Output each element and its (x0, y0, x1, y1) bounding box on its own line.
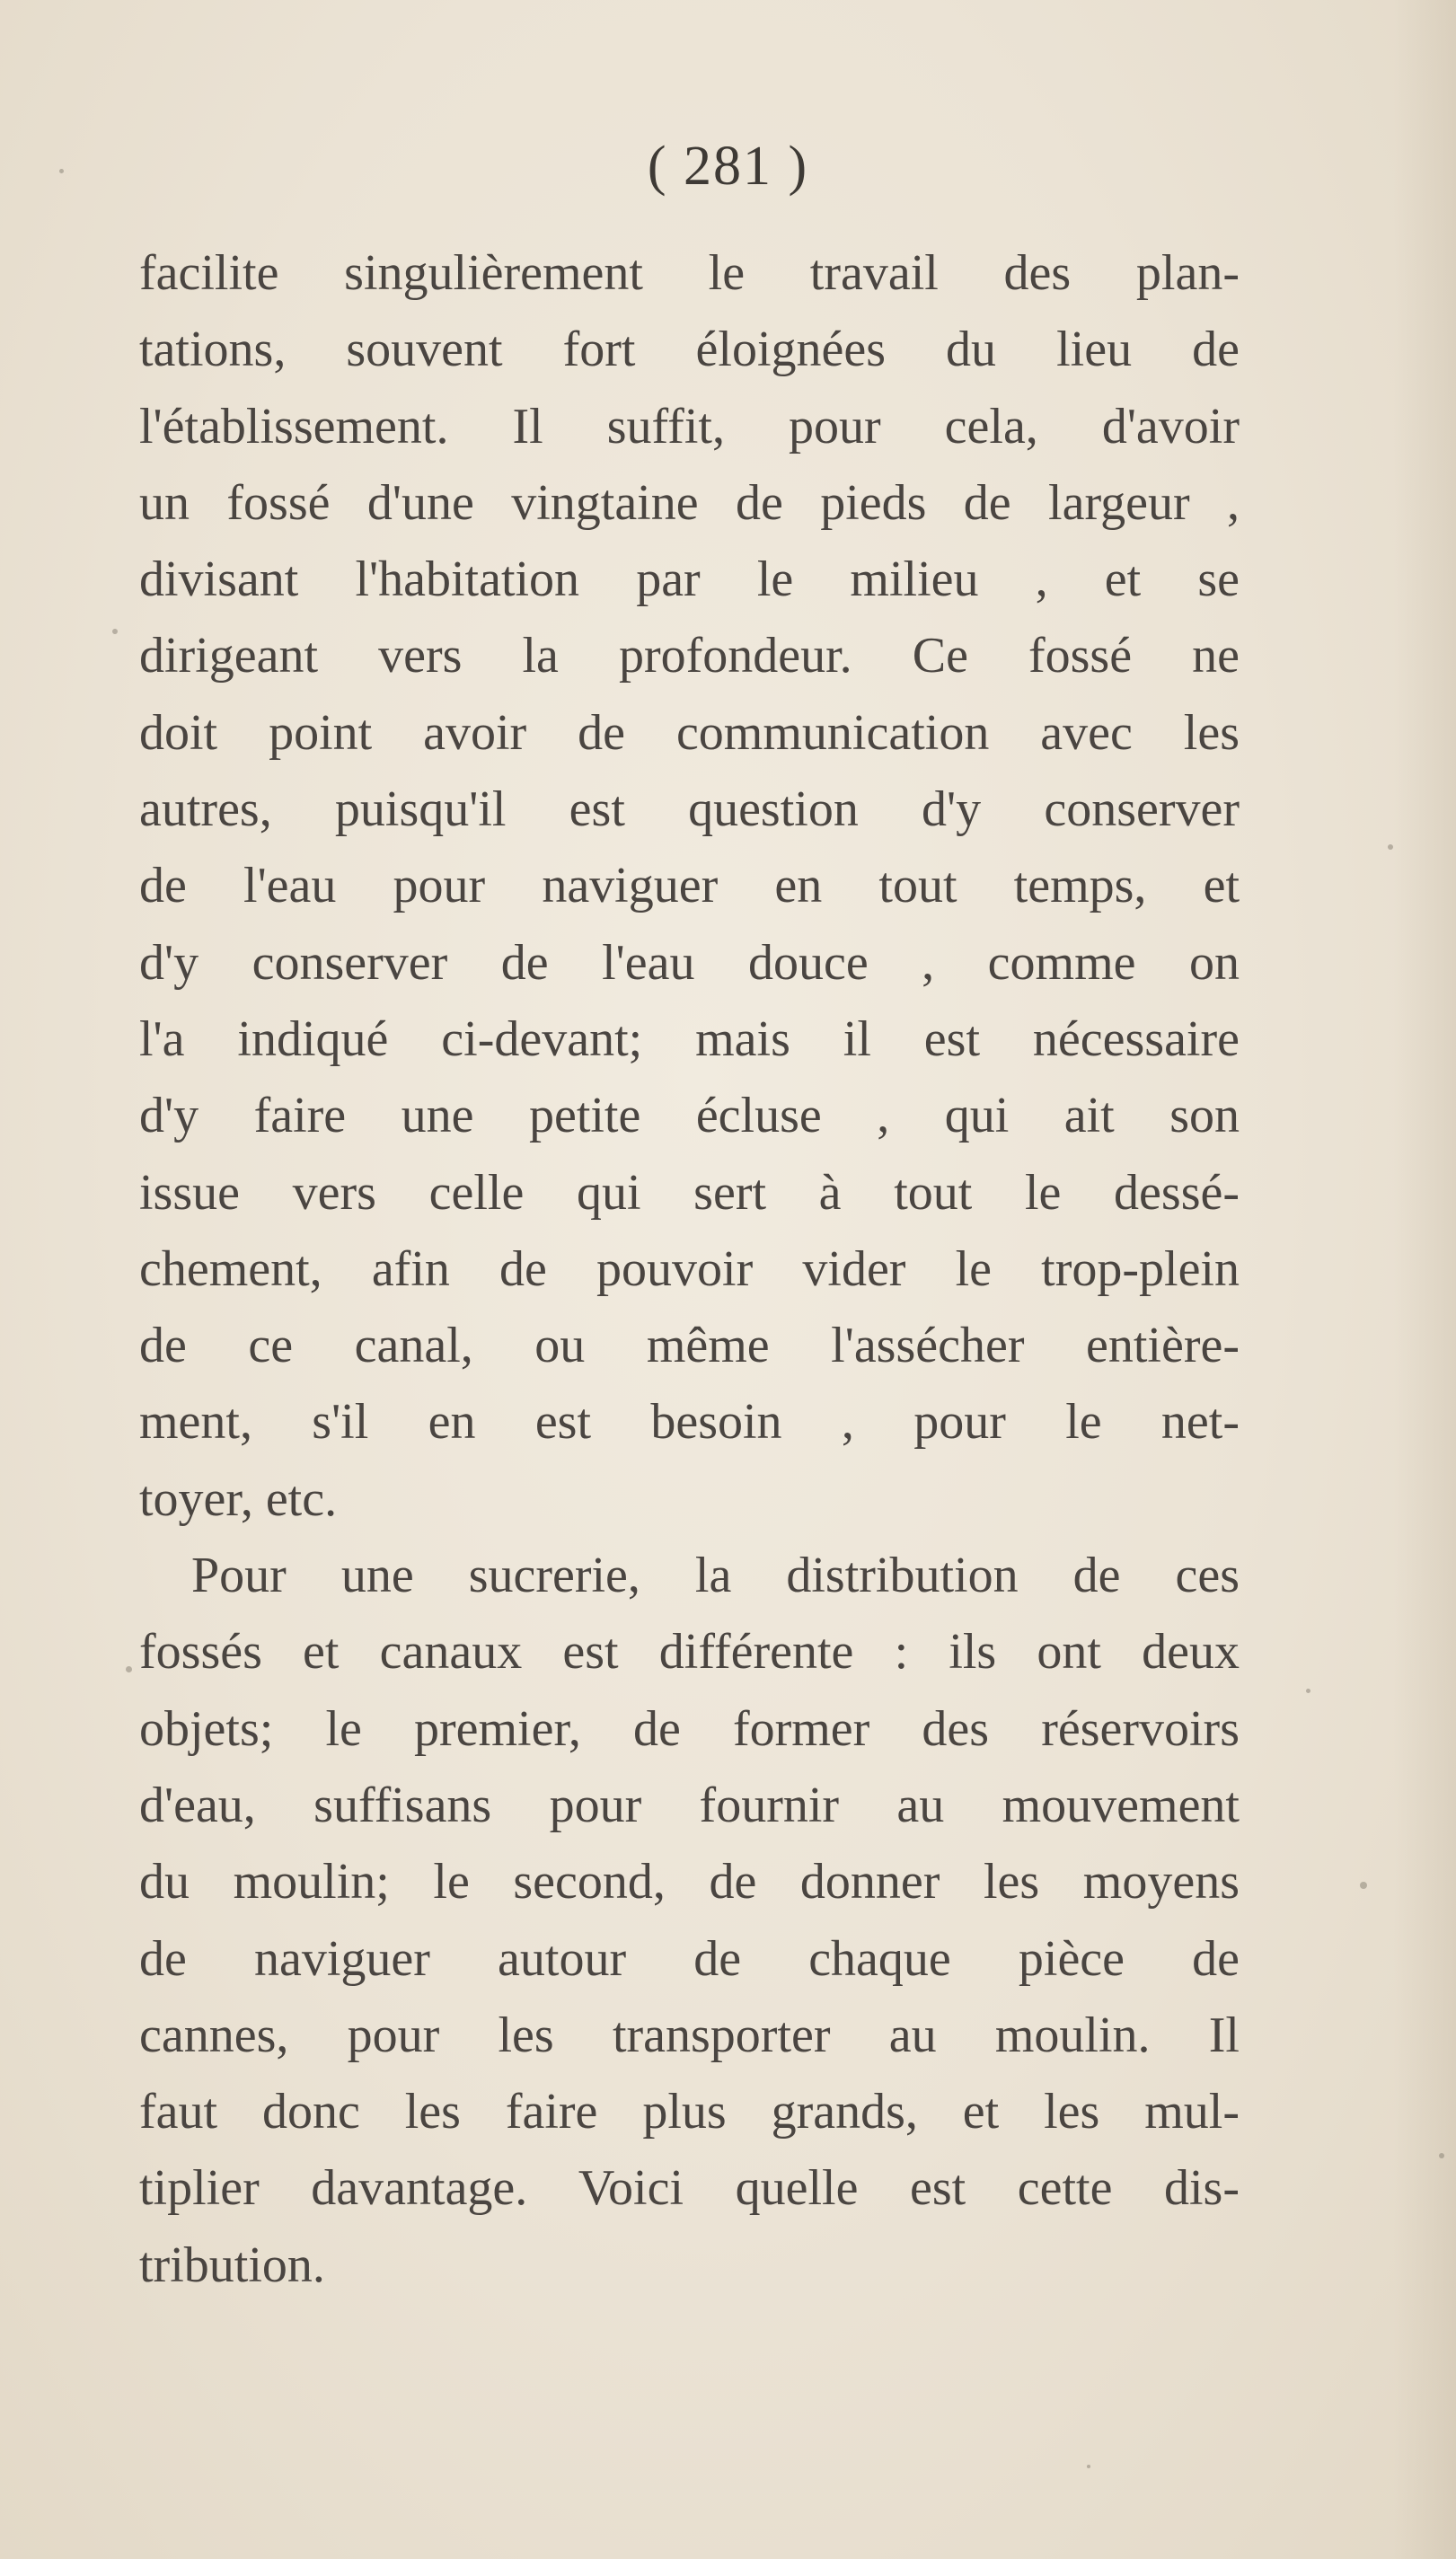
text-line: Pour une sucrerie, la distribution de ces (191, 1548, 1240, 1604)
text-line: cannes, pour les transporter au moulin. Il (139, 2007, 1240, 2063)
text-line: toyer, etc. (139, 1470, 338, 1527)
text-line: de l'eau pour naviguer en tout temps, et (139, 858, 1240, 914)
text-line: d'y conserver de l'eau douce , comme on (139, 934, 1240, 991)
text-line: ment, s'il en est besoin , pour le net- (139, 1394, 1240, 1451)
text-line: d'eau, suffisans pour fournir au mouvement (139, 1777, 1240, 1833)
body-text (139, 235, 1240, 2304)
text-line: de ce canal, ou même l'assécher entière- (139, 1318, 1240, 1374)
paper-speck (1306, 1689, 1310, 1693)
text-line: objets; le premier, de former des réservoirs (139, 1700, 1240, 1757)
text-line: de naviguer autour de chaque pièce de (139, 1930, 1240, 1987)
text-line: tiplier davantage. Voici quelle est cette dis- (139, 2160, 1240, 2217)
paper-speck (112, 629, 118, 634)
text-line: divisant l'habitation par le milieu , et se (139, 552, 1240, 608)
text-line: d'y faire une petite écluse , qui ait son (139, 1088, 1240, 1144)
text-line: tribution. (139, 2237, 325, 2293)
page-edge-shadow (1393, 0, 1456, 2559)
text-line: un fossé d'une vingtaine de pieds de largeur , (139, 474, 1240, 531)
paper-speck (1439, 2153, 1444, 2158)
text-line: l'a indiqué ci-devant; mais il est nécessaire (139, 1010, 1240, 1067)
paper-speck (1360, 1882, 1367, 1889)
text-line: facilite singulièrement le travail des plan- (139, 245, 1240, 301)
paper-speck (1388, 844, 1393, 850)
paper-speck (126, 1666, 132, 1672)
page-number: ( 281 ) (647, 136, 809, 197)
text-line: du moulin; le second, de donner les moyens (139, 1854, 1240, 1910)
text-line: fossés et canaux est différente : ils ont deux (139, 1624, 1240, 1681)
text-line: faut donc les faire plus grands, et les mul- (139, 2084, 1240, 2140)
text-line: autres, puisqu'il est question d'y conserver (139, 781, 1240, 838)
text-line: l'établissement. Il suffit, pour cela, d'avoir (139, 398, 1240, 454)
text-line: doit point avoir de communication avec les (139, 704, 1240, 761)
text-line: tations, souvent fort éloignées du lieu de (139, 322, 1240, 378)
paper-speck (59, 169, 64, 173)
text-line: issue vers celle qui sert à tout le dessé- (139, 1164, 1240, 1221)
text-line: chement, afin de pouvoir vider le trop-plein (139, 1240, 1240, 1297)
paper-speck (1087, 2465, 1090, 2468)
text-line: dirigeant vers la profondeur. Ce fossé ne (139, 628, 1240, 684)
